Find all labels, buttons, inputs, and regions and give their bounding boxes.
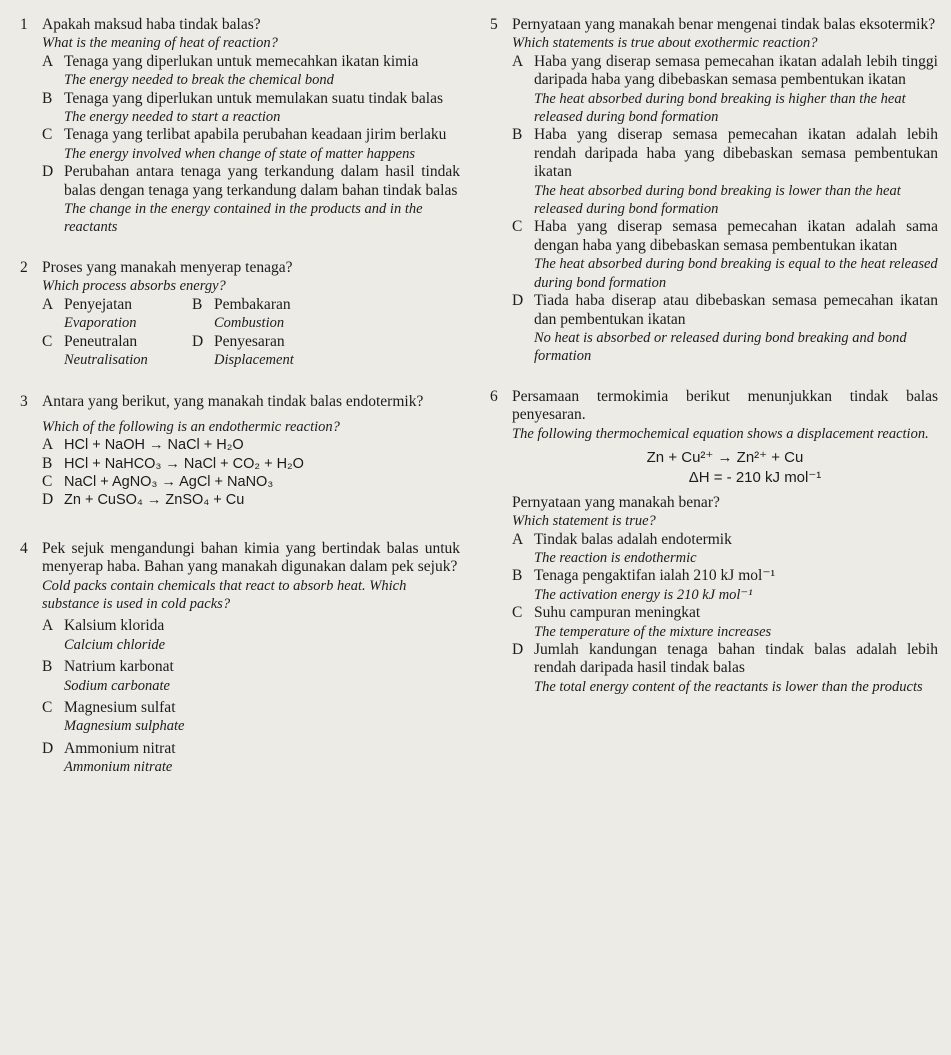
question-1: [20, 16, 460, 237]
option-letter: D: [42, 491, 54, 509]
option-letter: C: [42, 126, 53, 144]
option-text-en: No heat is absorbed or released during bond breaking and bond formation: [534, 329, 907, 365]
option-letter: A: [512, 530, 524, 548]
option-b[interactable]: [42, 90, 460, 127]
question-text-ms: Pernyataan yang manakah benar mengenai tindak balas eksotermik?: [512, 16, 936, 33]
option-d[interactable]: [42, 163, 460, 237]
option-a[interactable]: [512, 53, 938, 127]
prompt-en: Which statement is true?: [512, 513, 656, 530]
question-text-en: Which process absorbs energy?: [42, 278, 226, 295]
option-text-en: Sodium carbonate: [64, 677, 170, 694]
option-letter: B: [512, 567, 523, 585]
option-letter: A: [42, 617, 54, 635]
option-a[interactable]: [42, 296, 192, 333]
prompt-ms: Pernyataan yang manakah benar?: [512, 493, 720, 511]
question-text-ms: Persamaan termokimia berikut menunjukkan tindak balas penyesaran.: [512, 387, 938, 424]
question-2: [20, 259, 460, 369]
option-letter: D: [192, 332, 204, 350]
option-text-ms: Haba yang diserap semasa pemecahan ikatan adalah sama dengan haba yang dibebaskan semasa pembentukan ikatan: [534, 218, 938, 254]
left-column: [20, 16, 460, 789]
question-5: [490, 16, 938, 366]
option-text-ms: Perubahan antara tenaga yang terkandung dalam hasil tindak balas dengan tenaga yang terkandung dalam bahan tindak balas: [64, 163, 460, 199]
option-c[interactable]: [42, 473, 460, 491]
option-text-en: The heat absorbed during bond breaking is equal to the heat released during bond formation: [534, 256, 938, 291]
option-text-en: Calcium chloride: [64, 636, 166, 653]
option-text-en: The activation energy is 210 kJ mol⁻¹: [534, 586, 753, 603]
question-text-en: Cold packs contain chemicals that react to absorb heat. Which substance is used in cold packs?: [42, 577, 407, 612]
option-text-en: The energy needed to break the chemical bond: [64, 72, 334, 89]
option-letter: B: [42, 658, 53, 676]
option-text-en: Neutralisation: [64, 351, 148, 368]
option-b[interactable]: [512, 126, 938, 218]
option-text-en: Ammonium nitrate: [64, 759, 173, 776]
option-text-en: The total energy content of the reactants is lower than the products: [534, 678, 923, 695]
option-letter: C: [512, 218, 523, 236]
option-text-ms: Tenaga pengaktifan ialah 210 kJ mol⁻¹: [534, 567, 776, 585]
option-letter: A: [512, 52, 524, 70]
option-letter: C: [42, 332, 53, 350]
question-3: [20, 393, 460, 509]
option-letter: A: [42, 436, 54, 454]
option-a[interactable]: [42, 436, 460, 454]
option-text-ms: Natrium karbonat: [64, 658, 174, 676]
enthalpy-change: ΔH = - 210 kJ mol⁻¹: [688, 469, 822, 487]
option-letter: D: [512, 641, 524, 658]
option-text-ms: Haba yang diserap semasa pemecahan ikatan adalah lebih tinggi daripada haba yang dibebaskan semasa pembentukan ikatan: [534, 52, 938, 89]
question-number: 5: [490, 16, 498, 33]
option-text-ms: Tenaga yang terlibat apabila perubahan keadaan jirim berlaku: [64, 126, 447, 144]
option-letter: B: [42, 454, 53, 472]
option-d[interactable]: [192, 333, 392, 370]
option-text-ms: Penyesaran: [214, 332, 285, 350]
option-text-ms: Pembakaran: [214, 295, 291, 313]
option-letter: D: [42, 739, 54, 757]
option-letter: C: [42, 699, 53, 716]
option-text-en: The heat absorbed during bond breaking is lower than the heat released during bond formation: [534, 182, 901, 218]
option-text-ms: Penyejatan: [64, 295, 133, 313]
option-text-en: Displacement: [214, 351, 294, 368]
question-number: 3: [20, 393, 28, 411]
option-text-en: Combustion: [214, 315, 285, 332]
option-text-en: The energy needed to start a reaction: [64, 109, 281, 126]
option-text-ms: Tindak balas adalah endotermik: [534, 530, 732, 548]
question-4: [20, 540, 460, 777]
option-text-ms: Tenaga yang diperlukan untuk memecahkan ikatan kimia: [64, 52, 419, 70]
question-number: 4: [20, 539, 28, 557]
option-b[interactable]: [512, 567, 938, 604]
option-text-ms: Jumlah kandungan tenaga bahan tindak balas adalah lebih rendah daripada hasil tindak balas: [534, 641, 938, 677]
option-text-en: The change in the energy contained in the products and in the reactants: [64, 201, 423, 236]
option-letter: C: [512, 604, 523, 622]
option-text-ms: Tenaga yang diperlukan untuk memulakan suatu tindak balas: [64, 89, 443, 107]
option-letter: B: [512, 126, 523, 144]
option-equation: HCl + NaOH → NaCl + H₂O: [64, 437, 244, 454]
question-text-ms: Pek sejuk mengandungi bahan kimia yang bertindak balas untuk menyerap haba. Bahan yang manakah digunakan dalam pek sejuk?: [42, 539, 460, 576]
option-c[interactable]: [42, 333, 192, 370]
option-b[interactable]: [42, 455, 460, 473]
option-a[interactable]: [42, 53, 460, 90]
question-text-en: The following thermochemical equation shows a displacement reaction.: [512, 425, 929, 442]
option-a[interactable]: [512, 531, 938, 568]
question-6: [490, 388, 938, 697]
option-text-en: Magnesium sulphate: [64, 718, 185, 735]
option-equation: HCl + NaHCO₃ → NaCl + CO₂ + H₂O: [64, 455, 304, 472]
option-d[interactable]: [512, 641, 938, 696]
option-d[interactable]: [42, 491, 460, 509]
option-b[interactable]: [42, 658, 460, 695]
question-number: 2: [20, 258, 28, 276]
right-column: [490, 16, 938, 708]
option-a[interactable]: [42, 617, 460, 654]
option-letter: A: [42, 295, 54, 313]
option-text-en: The reaction is endothermic: [534, 549, 697, 566]
question-number: 1: [20, 16, 28, 33]
option-letter: C: [42, 472, 53, 490]
option-c[interactable]: [42, 126, 460, 163]
question-text-en: What is the meaning of heat of reaction?: [42, 35, 278, 52]
option-c[interactable]: [512, 604, 938, 641]
option-text-ms: Peneutralan: [64, 332, 138, 350]
question-text-ms: Apakah maksud haba tindak balas?: [42, 16, 261, 33]
option-equation: Zn + CuSO₄ → ZnSO₄ + Cu: [64, 492, 245, 509]
option-text-ms: Haba yang diserap semasa pemecahan ikatan adalah lebih rendah daripada haba yang dibebaskan semasa pembentukan ikatan: [534, 126, 938, 181]
question-text-ms: Proses yang manakah menyerap tenaga?: [42, 258, 293, 276]
option-d[interactable]: [512, 292, 938, 366]
option-c[interactable]: [42, 699, 460, 736]
option-text-ms: Magnesium sulfat: [64, 699, 176, 716]
option-d[interactable]: [42, 740, 460, 777]
option-text-ms: Suhu campuran meningkat: [534, 604, 701, 622]
option-letter: B: [192, 295, 203, 313]
option-text-ms: Ammonium nitrat: [64, 739, 176, 757]
option-letter: D: [42, 163, 54, 181]
option-text-ms: Kalsium klorida: [64, 617, 165, 635]
option-letter: A: [42, 52, 54, 70]
option-letter: D: [512, 292, 524, 310]
question-text-ms: Antara yang berikut, yang manakah tindak balas endotermik?: [42, 393, 424, 411]
option-text-en: The temperature of the mixture increases: [534, 623, 772, 640]
option-text-en: Evaporation: [64, 315, 137, 332]
option-equation: NaCl + AgNO₃ → AgCl + NaNO₃: [64, 473, 274, 490]
question-text-en: Which of the following is an endothermic reaction?: [42, 418, 340, 435]
option-b[interactable]: [192, 296, 392, 333]
question-text-en: Which statements is true about exothermic reaction?: [512, 35, 818, 52]
option-text-en: The energy involved when change of state of matter happens: [64, 145, 416, 162]
option-c[interactable]: [512, 218, 938, 292]
option-text-ms: Tiada haba diserap atau dibebaskan semasa pemecahan ikatan dan pembentukan ikatan: [534, 292, 938, 328]
option-text-en: The heat absorbed during bond breaking is higher than the heat released during bond formation: [534, 90, 906, 126]
option-letter: B: [42, 89, 53, 107]
thermochemical-equation: Zn + Cu²⁺ → Zn²⁺ + Cu: [646, 448, 804, 466]
question-number: 6: [490, 387, 498, 405]
